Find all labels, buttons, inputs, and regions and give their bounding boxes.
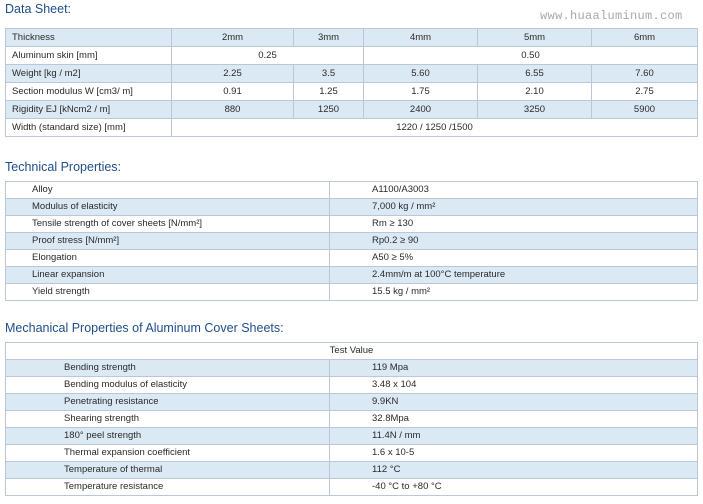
table-cell: 2.75 — [592, 83, 698, 101]
technical-properties-title: Technical Properties: — [5, 160, 122, 174]
table-row — [6, 65, 698, 83]
table-cell: 880 — [172, 101, 294, 119]
row-label: Aluminum skin [mm] — [6, 47, 172, 65]
header-cell: 5mm — [478, 29, 592, 47]
table-row — [6, 119, 698, 137]
mechanical-properties-table — [5, 342, 698, 496]
row-label: Alloy — [6, 182, 330, 199]
row-label: Elongation — [6, 250, 330, 267]
table-cell: 0.50 — [364, 47, 698, 65]
row-label: Shearing strength — [6, 411, 330, 428]
header-cell: Thickness — [6, 29, 172, 47]
header-cell: 4mm — [364, 29, 478, 47]
table-cell: 11.4N / mm — [330, 428, 698, 445]
row-label: 180° peel strength — [6, 428, 330, 445]
row-label: Temperature resistance — [6, 479, 330, 496]
table-cell: 1220 / 1250 /1500 — [172, 119, 698, 137]
row-label: Section modulus W [cm3/ m] — [6, 83, 172, 101]
header-cell: 2mm — [172, 29, 294, 47]
row-label: Penetrating resistance — [6, 394, 330, 411]
table-row — [6, 343, 698, 360]
table-row — [6, 47, 698, 65]
mechanical-properties-title: Mechanical Properties of Aluminum Cover Sheets: — [5, 321, 284, 335]
table-cell: Rm ≥ 130 — [330, 216, 698, 233]
table-row — [6, 101, 698, 119]
header-cell: 3mm — [294, 29, 364, 47]
row-label: Width (standard size) [mm] — [6, 119, 172, 137]
header-cell: Test Value — [6, 343, 698, 360]
table-row — [6, 182, 698, 199]
table-cell: A50 ≥ 5% — [330, 250, 698, 267]
table-row — [6, 83, 698, 101]
table-row — [6, 377, 698, 394]
table-cell: 1.25 — [294, 83, 364, 101]
table-cell: A1100/A3003 — [330, 182, 698, 199]
table-cell: -40 °C to +80 °C — [330, 479, 698, 496]
table-row — [6, 360, 698, 377]
table-cell: 5900 — [592, 101, 698, 119]
table-cell: 1250 — [294, 101, 364, 119]
table-cell: 5.60 — [364, 65, 478, 83]
table-cell: 112 °C — [330, 462, 698, 479]
table-row — [6, 250, 698, 267]
table-cell: 3.5 — [294, 65, 364, 83]
row-label: Tensile strength of cover sheets [N/mm²] — [6, 216, 330, 233]
table-cell: Rp0.2 ≥ 90 — [330, 233, 698, 250]
row-label: Thermal expansion coefficient — [6, 445, 330, 462]
data-sheet-title: Data Sheet: — [5, 2, 72, 16]
header-cell: 6mm — [592, 29, 698, 47]
table-cell: 7.60 — [592, 65, 698, 83]
website-watermark: www.huaaluminum.com — [540, 9, 683, 23]
table-row — [6, 394, 698, 411]
table-cell: 119 Mpa — [330, 360, 698, 377]
table-row — [6, 284, 698, 301]
table-cell: 2.25 — [172, 65, 294, 83]
table-cell: 9.9KN — [330, 394, 698, 411]
table-cell: 2.10 — [478, 83, 592, 101]
table-row — [6, 462, 698, 479]
table-row — [6, 233, 698, 250]
table-row — [6, 428, 698, 445]
technical-properties-table — [5, 181, 698, 301]
table-row — [6, 411, 698, 428]
table-row — [6, 199, 698, 216]
table-cell: 0.25 — [172, 47, 364, 65]
row-label: Weight [kg / m2] — [6, 65, 172, 83]
row-label: Bending strength — [6, 360, 330, 377]
table-cell: 2400 — [364, 101, 478, 119]
row-label: Rigidity EJ [kNcm2 / m] — [6, 101, 172, 119]
table-cell: 2.4mm/m at 100°C temperature — [330, 267, 698, 284]
row-label: Temperature of thermal — [6, 462, 330, 479]
table-cell: 15.5 kg / mm² — [330, 284, 698, 301]
table-cell: 32.8Mpa — [330, 411, 698, 428]
table-row — [6, 445, 698, 462]
row-label: Bending modulus of elasticity — [6, 377, 330, 394]
table-cell: 0.91 — [172, 83, 294, 101]
table-cell: 3250 — [478, 101, 592, 119]
row-label: Yield strength — [6, 284, 330, 301]
row-label: Linear expansion — [6, 267, 330, 284]
table-cell: 6.55 — [478, 65, 592, 83]
row-label: Modulus of elasticity — [6, 199, 330, 216]
table-row — [6, 267, 698, 284]
row-label: Proof stress [N/mm²] — [6, 233, 330, 250]
table-row — [6, 216, 698, 233]
table-cell: 1.75 — [364, 83, 478, 101]
table-cell: 1.6 x 10-5 — [330, 445, 698, 462]
table-row — [6, 29, 698, 47]
data-sheet-table — [5, 28, 698, 137]
table-row — [6, 479, 698, 496]
table-cell: 3.48 x 104 — [330, 377, 698, 394]
table-cell: 7,000 kg / mm² — [330, 199, 698, 216]
